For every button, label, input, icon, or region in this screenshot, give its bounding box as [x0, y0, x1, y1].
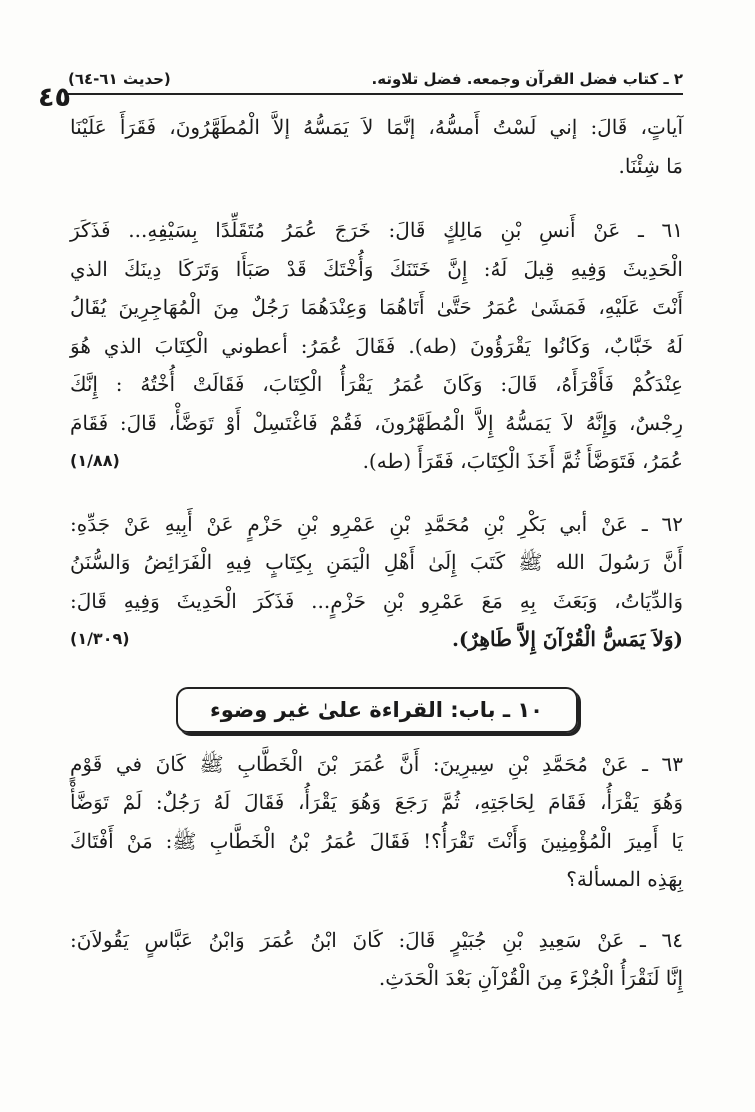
- text-line: [70, 620, 683, 659]
- text-line: وَالدِّيَاتُ، وَبَعَثَ بِهِ مَعَ عَمْرِو بْنِ حَزْمٍ... فَذَكَرَ الْحَدِيثَ وَفِيهِ قَالَ:: [70, 588, 683, 613]
- hadith-61: [70, 211, 683, 481]
- chapter-title: ٢ ـ كتاب فضل القرآن وجمعه. فضل تلاوته.: [371, 70, 683, 88]
- text-line: بِهَذِه المسألة؟: [566, 867, 683, 891]
- page-number: ٤٥: [38, 82, 71, 113]
- text-line: عِنْدَكُمْ فَأَقْرَأَهُ، قَالَ: وَكَانَ عُمَرُ يَقْرَأُ الْكِتَابَ، فَقَالَتْ أُخْتُهُ : إِنَّكَ: [70, 372, 683, 396]
- text-line: ٦٣ ـ عَنْ مُحَمَّدِ بْنِ سِيرِينَ: أَنَّ عُمَرَ بْنَ الْخَطَّابِ ﷺ كَانَ في قَوْمٍ: [70, 751, 683, 776]
- hadith-63: [70, 745, 683, 899]
- header-rule: [68, 93, 683, 95]
- text-line: ٦١ ـ عَنْ أَنسِ بْنِ مَالِكٍ قَالَ: خَرَجَ عُمَرُ مُتَقَلِّدًا بِسَيْفِهِ... فَذَكَرَ: [70, 218, 683, 242]
- paragraph-continuation: [70, 108, 683, 185]
- quran-quote: (وَلاَ يَمَسُّ الْقُرْآنَ إِلاَّ طَاهِرٌ).: [451, 627, 683, 651]
- chapter-heading-box: [176, 687, 578, 733]
- text-line: ٦٤ ـ عَنْ سَعِيدِ بْنِ جُبَيْرٍ قَالَ: كَانَ ابْنُ عُمَرَ وَابْنُ عَبَّاسٍ يَقُولاَنَ:: [70, 927, 683, 952]
- text-line: الْحَدِيثَ وَفِيهِ قِيلَ لَهُ: إِنَّ خَتَنَكَ وَأُخْتَكَ قَدْ صَبَأَا وَتَرَكَا دِينَكَ الذي: [70, 256, 683, 281]
- running-head: [68, 62, 683, 88]
- hadith-text: عُمَرُ، فَتَوَضَّأَ ثُمَّ أَخَذَ الْكِتَابَ، فَقَرَأَ (طه).: [362, 449, 683, 473]
- text-line: آياتٍ، قَالَ: إني لَسْتُ أَمسُّهُ، إنَّمَا لاَ يَمَسُّهُ إلاَّ الْمُطَهَّرُونَ، فَقَرَأَ عَلَيْنَا: [70, 115, 683, 139]
- chapter-heading: ١٠ ـ باب: القراءة علىٰ غير وضوء: [210, 697, 543, 722]
- text-line: مَا شِئْنَا.: [618, 153, 683, 178]
- text-line: [70, 442, 683, 481]
- reference-number: (١/٣٠٩): [70, 629, 130, 648]
- reference-number: (١/٨٨): [70, 451, 120, 470]
- text-line: لَهُ خَبَّابٌ، وَكَانُوا يَقْرَؤُونَ (طه). فَقَالَ عُمَرُ: أعطوني الْكِتَابَ الذي هُوَ: [70, 333, 683, 358]
- text-line: إِنَّا لَنَقْرَأُ الْجُزْءَ مِنَ الْقُرْآنِ بَعْدَ الْحَدَثِ.: [378, 966, 683, 990]
- text-line: وَهُوَ يَقْرَأُ، فَقَامَ لِحَاجَتِهِ، ثُمَّ رَجَعَ وَهُوَ يَقْرَأُ، فَقَالَ لَهُ رَجُلٌ: لَمْ تَوَضَّأْ: [70, 790, 683, 814]
- text-line: ٦٢ ـ عَنْ أبي بَكْرِ بْنِ مُحَمَّدِ بْنِ عَمْرِو بْنِ حَزْمٍ عَنْ أَبِيهِ عَنْ جَدِّهِ:: [70, 511, 683, 536]
- hadith-64: [70, 921, 683, 998]
- page-body: [70, 108, 683, 998]
- text-line: أَنْتَ عَلَيْهِ، فَمَشَىٰ عُمَرُ حَتَّىٰ أَتَاهُمَا وَعِنْدَهُمَا رَجُلٌ مِنَ الْمُهَاجِرِينَ يُقَالُ: [70, 295, 683, 319]
- hadith-62: [70, 505, 683, 659]
- text-line: أَنَّ رَسُولَ الله ﷺ كَتَبَ إِلَىٰ أَهْلِ الْيَمَنِ بِكِتَابٍ فِيهِ الْفَرَائِضُ وَالسُّنَنُ: [70, 550, 683, 574]
- text-line: يَا أَمِيرَ الْمُؤْمِنِينَ وَأَنْتَ تَقْرَأُ؟! فَقَالَ عُمَرُ بْنُ الْخَطَّابِ ﷺ: مَنْ أَفْتَاكَ: [70, 828, 683, 853]
- text-line: رِجْسٌ، وَإِنَّهُ لاَ يَمَسُّهُ إِلاَّ الْمُطَهَّرُونَ، فَقُمْ فَاغْتَسِلْ أَوْ تَوَضَّأْ، قَالَ: فَقَامَ: [70, 410, 683, 435]
- hadith-range: (حديث ٦١-٦٤): [68, 70, 171, 88]
